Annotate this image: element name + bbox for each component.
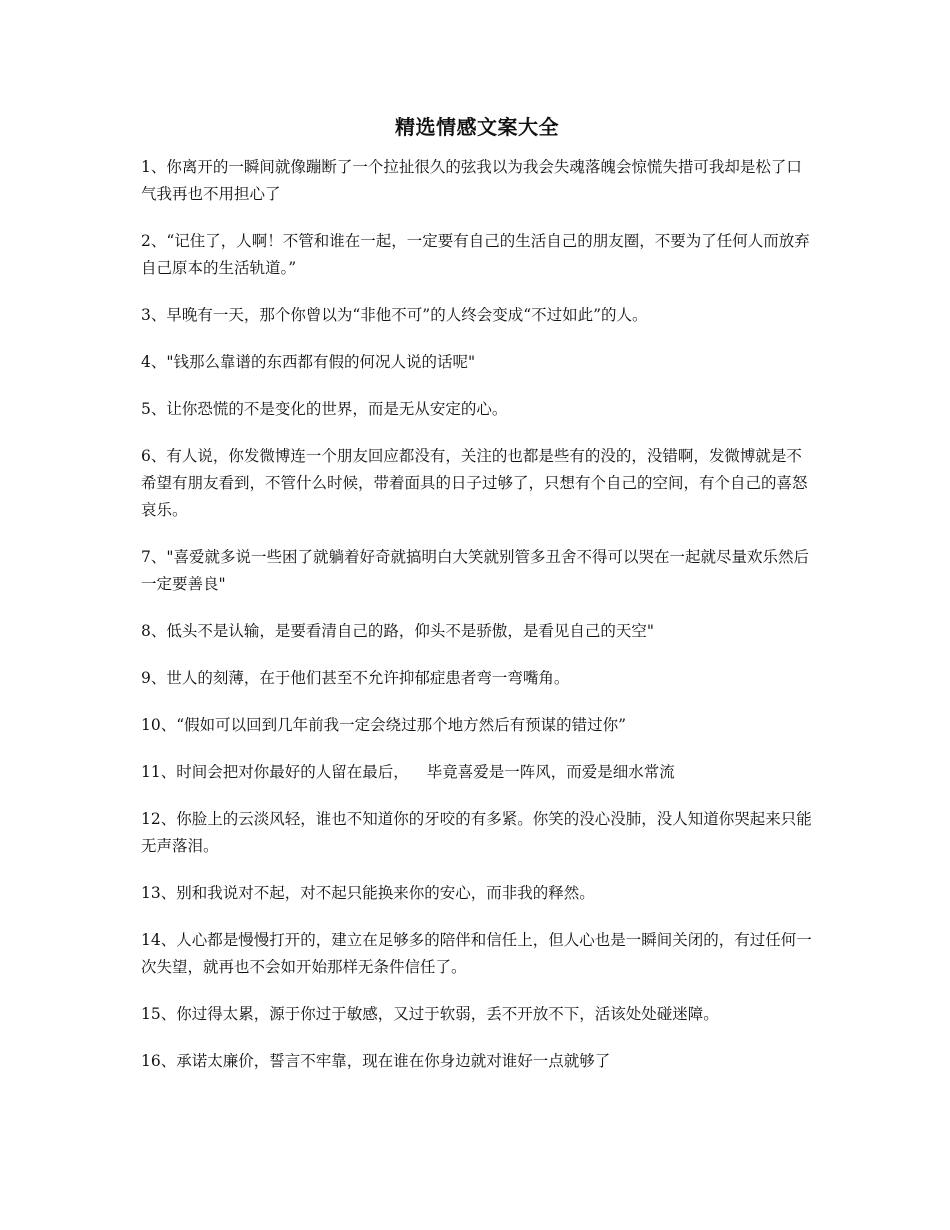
entry-2: 2、“记住了，人啊！不管和谁在一起，一定要有自己的生活自己的朋友圈，不要为了任何人而放弃自己原本的生活轨道。” [141, 232, 810, 277]
document-title: 精选情感文案大全 [395, 115, 559, 139]
entry-11-tail: 毕竟喜爱是一阵风，而爱是细水常流 [426, 763, 675, 781]
entry-8: 8、低头不是认输，是要看清自己的路，仰头不是骄傲，是看见自己的天空" [141, 622, 654, 640]
entry-9: 9、世人的刻薄，在于他们甚至不允许抑郁症患者弯一弯嘴角。 [141, 669, 570, 687]
entry-13: 13、别和我说对不起，对不起只能换来你的安心，而非我的释然。 [141, 884, 595, 902]
entry-11 [141, 759, 813, 786]
entry-12: 12、你脸上的云淡风轻，谁也不知道你的牙咬的有多紧。你笑的没心没肺，没人知道你哭起来只能无声落泪。 [141, 810, 812, 855]
entry-3: 3、早晚有一天，那个你曾以为“非他不可”的人终会变成“不过如此”的人。 [141, 306, 648, 324]
entry-5: 5、让你恐慌的不是变化的世界，而是无从安定的心。 [141, 400, 508, 418]
document-page [141, 112, 813, 1095]
entry-7: 7、"喜爱就多说一些困了就躺着好奇就搞明白大笑就别管多丑舍不得可以哭在一起就尽量欢乐然后一定要善良" [141, 548, 809, 593]
entry-16: 16、承诺太廉价，誓言不牢靠，现在谁在你身边就对谁好一点就够了 [141, 1052, 611, 1070]
entry-15: 15、你过得太累，源于你过于敏感，又过于软弱，丢不开放不下，活该处处碰迷障。 [141, 1005, 719, 1023]
entry-10: 10、“假如可以回到几年前我一定会绕过那个地方然后有预谋的错过你” [141, 716, 627, 734]
entry-6: 6、有人说，你发微博连一个朋友回应都没有，关注的也都是些有的没的，没错啊，发微博就是不希望有朋友看到，不管什么时候，带着面具的日子过够了，只想有个自己的空间，有个自己的喜怒哀乐。 [141, 447, 808, 519]
entry-4: 4、"钱那么靠谱的东西都有假的何况人说的话呢" [141, 353, 476, 371]
entry-14: 14、人心都是慢慢打开的，建立在足够多的陪伴和信任上，但人心也是一瞬间关闭的，有过任何一次失望，就再也不会如开始那样无条件信任了。 [141, 931, 812, 976]
entry-11-head: 11、时间会把对你最好的人留在最后， [141, 763, 409, 781]
entry-1: 1、你离开的一瞬间就像蹦断了一个拉扯很久的弦我以为我会失魂落魄会惊慌失措可我却是松了口气我再也不用担心了 [141, 158, 802, 203]
